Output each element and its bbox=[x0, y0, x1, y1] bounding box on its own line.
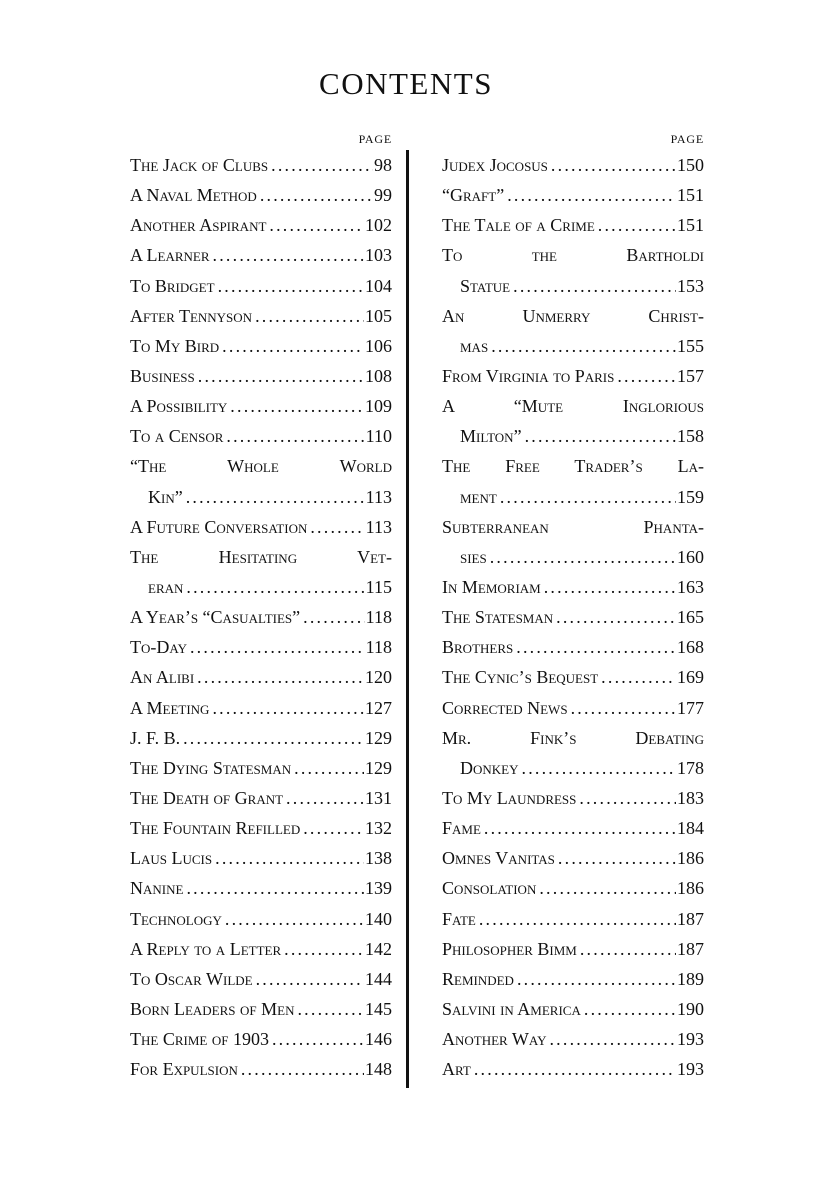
entry-title: From Virginia to Paris bbox=[442, 365, 615, 386]
entry-page-number: 157 bbox=[677, 365, 704, 386]
contents-entry bbox=[442, 451, 704, 481]
entry-page-number: 155 bbox=[677, 335, 704, 356]
contents-entry bbox=[130, 421, 392, 451]
entry-title: “The Whole World bbox=[130, 456, 392, 477]
dot-leader bbox=[227, 391, 364, 421]
entry-page-number: 109 bbox=[365, 396, 392, 417]
entry-title: Technology bbox=[130, 908, 222, 929]
entry-title: An Alibi bbox=[130, 667, 195, 688]
dot-leader bbox=[513, 632, 676, 662]
dot-leader bbox=[210, 240, 364, 270]
contents-entry bbox=[130, 602, 392, 632]
entry-page-number: 150 bbox=[677, 155, 704, 175]
entry-page-number: 118 bbox=[365, 637, 392, 658]
entry-title: J. F. B. bbox=[130, 727, 181, 748]
contents-entry bbox=[442, 301, 704, 331]
contents-entry bbox=[442, 994, 704, 1024]
contents-entry bbox=[130, 391, 392, 421]
contents-entry bbox=[130, 572, 392, 602]
entry-page-number: 153 bbox=[677, 275, 704, 296]
entry-title: Another Way bbox=[442, 1029, 547, 1050]
dot-leader bbox=[291, 753, 364, 783]
dot-leader bbox=[546, 1024, 676, 1054]
dot-leader bbox=[180, 723, 364, 753]
contents-entry bbox=[130, 693, 392, 723]
entry-title: To a Censor bbox=[130, 426, 224, 447]
entry-page-number: 151 bbox=[677, 185, 704, 206]
contents-entry bbox=[442, 1054, 704, 1084]
entry-title: Business bbox=[130, 365, 195, 386]
contents-entry bbox=[442, 783, 704, 813]
dot-leader bbox=[497, 482, 676, 512]
contents-entry bbox=[130, 753, 392, 783]
dot-leader bbox=[294, 994, 364, 1024]
dot-leader bbox=[548, 150, 676, 180]
page-title: CONTENTS bbox=[319, 66, 493, 101]
column-divider bbox=[406, 150, 409, 1088]
dot-leader bbox=[614, 361, 676, 391]
entry-page-number: 120 bbox=[365, 667, 392, 688]
contents-entry bbox=[130, 180, 392, 210]
entry-page-number: 158 bbox=[677, 426, 704, 447]
entry-title: The Fountain Refilled bbox=[130, 818, 301, 839]
contents-entry bbox=[130, 542, 392, 572]
entry-title: To My Laundress bbox=[442, 787, 577, 808]
entry-title: To-Day bbox=[130, 637, 187, 658]
dot-leader bbox=[269, 1024, 364, 1054]
contents-entry bbox=[130, 482, 392, 512]
contents-entry bbox=[442, 813, 704, 843]
entry-title: A Possibility bbox=[130, 396, 228, 417]
contents-entry bbox=[130, 964, 392, 994]
entry-page-number: 138 bbox=[365, 848, 392, 869]
contents-entry bbox=[442, 361, 704, 391]
dot-leader bbox=[212, 843, 364, 873]
entry-page-number: 165 bbox=[677, 607, 704, 628]
entry-title: An Unmerry Christ- bbox=[442, 305, 704, 326]
entry-title: Subterranean Phanta- bbox=[442, 516, 704, 537]
contents-entry bbox=[442, 693, 704, 723]
entry-list bbox=[442, 150, 704, 1084]
entry-title: The Hesitating Vet- bbox=[130, 546, 392, 567]
contents-entry bbox=[442, 1024, 704, 1054]
entry-title: Corrected News bbox=[442, 697, 568, 718]
entry-page-number: 127 bbox=[365, 697, 392, 718]
entry-title: Milton” bbox=[460, 426, 522, 447]
dot-leader bbox=[581, 994, 676, 1024]
dot-leader bbox=[577, 934, 676, 964]
entry-title: Kin” bbox=[148, 486, 183, 507]
contents-entry bbox=[442, 542, 704, 572]
contents-entry bbox=[442, 873, 704, 903]
entry-page-number: 108 bbox=[365, 365, 392, 386]
entry-page-number: 187 bbox=[677, 908, 704, 929]
dot-leader bbox=[187, 632, 365, 662]
contents-entry bbox=[442, 602, 704, 632]
entry-title: Art bbox=[442, 1059, 471, 1080]
contents-entry bbox=[442, 843, 704, 873]
dot-leader bbox=[300, 813, 364, 843]
entry-page-number: 139 bbox=[365, 878, 392, 899]
dot-leader bbox=[307, 512, 364, 542]
dot-leader bbox=[504, 180, 676, 210]
contents-column-right bbox=[442, 128, 704, 1084]
dot-leader bbox=[487, 542, 676, 572]
entry-title: The Free Trader’s La- bbox=[442, 456, 704, 477]
entry-title: Mr. Fink’s Debating bbox=[442, 727, 704, 748]
contents-entry bbox=[442, 391, 704, 421]
entry-title: For Expulsion bbox=[130, 1059, 238, 1080]
entry-title: mas bbox=[460, 335, 489, 356]
dot-leader bbox=[598, 662, 676, 692]
entry-page-number: 102 bbox=[365, 215, 392, 236]
dot-leader bbox=[595, 210, 676, 240]
entry-page-number: 113 bbox=[365, 486, 392, 507]
dot-leader bbox=[183, 482, 365, 512]
entry-page-number: 151 bbox=[677, 215, 704, 236]
entry-title: After Tennyson bbox=[130, 305, 253, 326]
contents-entry bbox=[130, 240, 392, 270]
dot-leader bbox=[219, 331, 364, 361]
entry-page-number: 115 bbox=[365, 576, 392, 597]
contents-entry bbox=[130, 301, 392, 331]
dot-leader bbox=[541, 572, 676, 602]
entry-page-number: 106 bbox=[365, 335, 392, 356]
contents-entry bbox=[442, 331, 704, 361]
entry-page-number: 129 bbox=[365, 727, 392, 748]
entry-title: Statue bbox=[460, 275, 511, 296]
contents-entry bbox=[130, 331, 392, 361]
entry-page-number: 178 bbox=[677, 757, 704, 778]
entry-page-number: 131 bbox=[365, 787, 392, 808]
entry-title: Judex Jocosus bbox=[442, 155, 548, 175]
dot-leader bbox=[576, 783, 676, 813]
entry-page-number: 105 bbox=[365, 305, 392, 326]
contents-entry bbox=[130, 1054, 392, 1084]
contents-entry bbox=[130, 783, 392, 813]
contents-entry bbox=[130, 1024, 392, 1054]
dot-leader bbox=[283, 783, 364, 813]
dot-leader bbox=[209, 693, 364, 723]
entry-page-number: 113 bbox=[365, 516, 392, 537]
contents-entry bbox=[442, 150, 704, 180]
dot-leader bbox=[268, 150, 373, 180]
dot-leader bbox=[266, 210, 364, 240]
contents-entry bbox=[442, 934, 704, 964]
contents-entry bbox=[130, 904, 392, 934]
dot-leader bbox=[519, 753, 677, 783]
dot-leader bbox=[253, 964, 364, 994]
entry-title: The Tale of a Crime bbox=[442, 215, 595, 236]
contents-entry bbox=[130, 813, 392, 843]
entry-page-number: 144 bbox=[365, 968, 392, 989]
contents-entry bbox=[442, 240, 704, 270]
dot-leader bbox=[215, 271, 364, 301]
contents-entry bbox=[442, 723, 704, 753]
entry-page-number: 190 bbox=[677, 998, 704, 1019]
dot-leader bbox=[510, 271, 676, 301]
contents-entry bbox=[130, 934, 392, 964]
entry-page-number: 159 bbox=[677, 486, 704, 507]
dot-leader bbox=[476, 904, 676, 934]
dot-leader bbox=[195, 361, 364, 391]
contents-entry bbox=[130, 632, 392, 662]
entry-page-number: 184 bbox=[677, 818, 704, 839]
entry-title: Another Aspirant bbox=[130, 215, 267, 236]
dot-leader bbox=[481, 813, 676, 843]
dot-leader bbox=[536, 873, 676, 903]
dot-leader bbox=[553, 602, 676, 632]
contents-entry bbox=[130, 150, 392, 180]
contents-entry bbox=[130, 210, 392, 240]
contents-column-left bbox=[130, 128, 392, 1084]
dot-leader bbox=[514, 964, 676, 994]
entry-title: A Reply to a Letter bbox=[130, 938, 282, 959]
entry-page-number: 98 bbox=[374, 155, 392, 175]
contents-entry bbox=[130, 512, 392, 542]
dot-leader bbox=[300, 602, 365, 632]
entry-page-number: 186 bbox=[677, 848, 704, 869]
entry-title: The Death of Grant bbox=[130, 787, 284, 808]
contents-entry bbox=[442, 964, 704, 994]
contents-entry bbox=[130, 361, 392, 391]
entry-title: Philosopher Bimm bbox=[442, 938, 577, 959]
entry-title: A Learner bbox=[130, 245, 210, 266]
contents-entry bbox=[130, 994, 392, 1024]
dot-leader bbox=[252, 301, 364, 331]
entry-title: In Memoriam bbox=[442, 576, 541, 597]
entry-title: Donkey bbox=[460, 757, 519, 778]
entry-page-number: 110 bbox=[365, 426, 392, 447]
contents-entry bbox=[130, 873, 392, 903]
entry-page-number: 104 bbox=[365, 275, 392, 296]
entry-title: The Crime of 1903 bbox=[130, 1029, 269, 1050]
entry-title: Laus Lucis bbox=[130, 848, 213, 869]
dot-leader bbox=[568, 693, 676, 723]
page-column-heading: PAGE bbox=[358, 132, 392, 146]
dot-leader bbox=[223, 421, 364, 451]
dot-leader bbox=[488, 331, 676, 361]
entry-title: Reminded bbox=[442, 968, 514, 989]
contents-entry bbox=[442, 271, 704, 301]
entry-page-number: 163 bbox=[677, 576, 704, 597]
entry-page-number: 129 bbox=[365, 757, 392, 778]
entry-title: A Year’s “Casualties” bbox=[130, 607, 301, 628]
entry-page-number: 193 bbox=[677, 1029, 704, 1050]
contents-entry bbox=[442, 632, 704, 662]
dot-leader bbox=[555, 843, 676, 873]
entry-title: To Bridget bbox=[130, 275, 215, 296]
entry-title: A Future Conversation bbox=[130, 516, 308, 537]
entry-page-number: 132 bbox=[365, 818, 392, 839]
contents-entry bbox=[442, 662, 704, 692]
entry-title: A “Mute Inglorious bbox=[442, 396, 704, 417]
entry-title: ment bbox=[460, 486, 497, 507]
contents-entry bbox=[442, 904, 704, 934]
entry-page-number: 145 bbox=[365, 998, 392, 1019]
entry-title: The Jack of Clubs bbox=[130, 155, 269, 175]
entry-title: Omnes Vanitas bbox=[442, 848, 555, 869]
entry-page-number: 99 bbox=[374, 185, 392, 206]
contents-entry bbox=[130, 271, 392, 301]
dot-leader bbox=[183, 572, 364, 602]
entry-title: To My Bird bbox=[130, 335, 220, 356]
entry-title: A Naval Method bbox=[130, 185, 257, 206]
entry-page-number: 148 bbox=[365, 1059, 392, 1080]
contents-entry bbox=[442, 482, 704, 512]
entry-page-number: 103 bbox=[365, 245, 392, 266]
dot-leader bbox=[222, 904, 364, 934]
contents-entry bbox=[442, 180, 704, 210]
entry-title: “Graft” bbox=[442, 185, 505, 206]
entry-title: A Meeting bbox=[130, 697, 210, 718]
entry-page-number: 168 bbox=[677, 637, 704, 658]
entry-page-number: 193 bbox=[677, 1059, 704, 1080]
entry-title: The Cynic’s Bequest bbox=[442, 667, 599, 688]
dot-leader bbox=[238, 1054, 364, 1084]
entry-title: Consolation bbox=[442, 878, 537, 899]
contents-entry bbox=[442, 421, 704, 451]
entry-page-number: 118 bbox=[365, 607, 392, 628]
contents-entry bbox=[442, 572, 704, 602]
entry-page-number: 142 bbox=[365, 938, 392, 959]
contents-entry bbox=[442, 512, 704, 542]
entry-page-number: 189 bbox=[677, 968, 704, 989]
entry-page-number: 146 bbox=[365, 1029, 392, 1050]
entry-title: To the Bartholdi bbox=[442, 245, 704, 266]
entry-title: eran bbox=[148, 576, 184, 597]
contents-entry bbox=[130, 451, 392, 481]
entry-title: sies bbox=[460, 546, 487, 567]
dot-leader bbox=[281, 934, 364, 964]
contents-entry bbox=[130, 662, 392, 692]
entry-page-number: 169 bbox=[677, 667, 704, 688]
entry-title: Fate bbox=[442, 908, 476, 929]
entry-page-number: 187 bbox=[677, 938, 704, 959]
entry-list bbox=[130, 150, 392, 1084]
contents-entry bbox=[130, 723, 392, 753]
contents-entry bbox=[442, 753, 704, 783]
entry-title: Fame bbox=[442, 818, 481, 839]
entry-page-number: 183 bbox=[677, 787, 704, 808]
contents-entry bbox=[442, 210, 704, 240]
entry-title: The Dying Statesman bbox=[130, 757, 292, 778]
entry-page-number: 160 bbox=[677, 546, 704, 567]
entry-page-number: 177 bbox=[677, 697, 704, 718]
entry-title: Brothers bbox=[442, 637, 514, 658]
dot-leader bbox=[183, 873, 364, 903]
dot-leader bbox=[471, 1054, 676, 1084]
dot-leader bbox=[257, 180, 373, 210]
entry-title: Salvini in America bbox=[442, 998, 581, 1019]
entry-title: Nanine bbox=[130, 878, 184, 899]
dot-leader bbox=[194, 662, 364, 692]
entry-page-number: 140 bbox=[365, 908, 392, 929]
dot-leader bbox=[522, 421, 676, 451]
entry-title: The Statesman bbox=[442, 607, 554, 628]
contents-entry bbox=[130, 843, 392, 873]
entry-title: To Oscar Wilde bbox=[130, 968, 253, 989]
entry-page-number: 186 bbox=[677, 878, 704, 899]
entry-title: Born Leaders of Men bbox=[130, 998, 295, 1019]
page-column-heading: PAGE bbox=[670, 132, 704, 146]
